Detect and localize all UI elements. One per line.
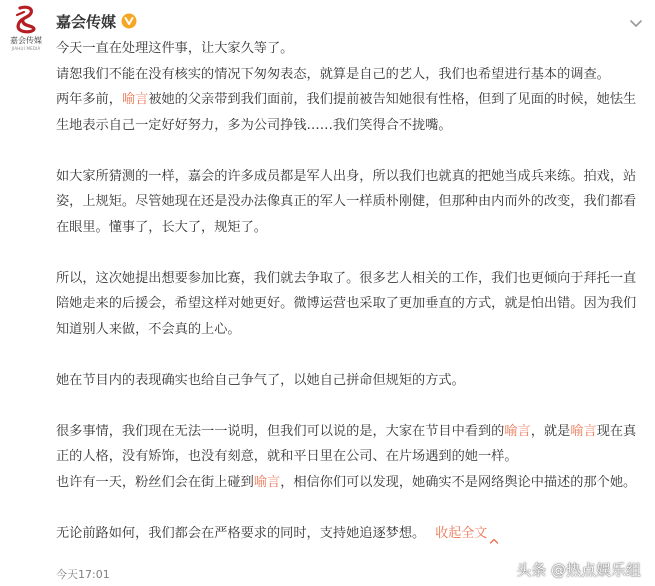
text-fragment: 两年多前， bbox=[56, 92, 122, 107]
post-timestamp[interactable]: 今天17:01 bbox=[56, 568, 110, 581]
watermark bbox=[516, 556, 641, 582]
text-fragment: ，就是 bbox=[530, 423, 571, 439]
text-fragment: ，相信你们可以发现，她确实不是网络舆论中描述的那个她。 bbox=[280, 474, 637, 490]
name-mention-link[interactable]: 喻言 bbox=[504, 423, 531, 439]
verified-badge-icon bbox=[121, 13, 137, 29]
collapse-link[interactable] bbox=[435, 526, 499, 541]
avatar-label: 嘉会传媒 bbox=[10, 36, 42, 45]
text-fragment: 被她的父亲带到我们面前，我们提前被告知她很有性格，但到了见面的时候，她怯生生地表示自己一定好好努力，多为公司挣钱……我们笑得合不拢嘴。 bbox=[56, 92, 637, 133]
name-mention-link[interactable]: 喻言 bbox=[253, 474, 281, 490]
post-paragraph-4: 所以，这次她提出想要参加比赛，我们就去争取了。很多艺人相关的工作，我们也更倾向于拜托一直陪她走来的后援会，希望这样对她更好。微博运营也采取了更加垂直的方式，就是怕出错。因为我们知道别人来做，不会真的上心。 bbox=[56, 270, 637, 337]
post-paragraph-5: 她在节目内的表现确实也给自己争气了，以她自己拼命但规矩的方式。 bbox=[56, 372, 465, 388]
logo-mark-icon bbox=[11, 4, 41, 34]
post-paragraph-2 bbox=[56, 87, 646, 138]
name-mention-link[interactable]: 喻言 bbox=[570, 423, 597, 439]
text-fragment: 无论前路如何，我们都会在严格要求的同时，支持她追逐梦想。 bbox=[56, 525, 426, 541]
post-paragraph-3: 如大家所猜测的一样，嘉会的许多成员都是军人出身，所以我们也就真的把她当成兵来练。拍戏，站姿，上规矩。尽管她现在还是没办法像真正的军人一样质朴刚健，但那种由内而外的改变，我们都看在眼里。懂事了，长大了，规矩了。 bbox=[56, 168, 637, 235]
text-fragment: 现在真正的人格，没有矫饰，也没有刻意，就和平日里在公司、在片场遇到的她一样。 bbox=[56, 423, 637, 464]
chevron-up-icon bbox=[489, 529, 499, 537]
post-line-1: 今天一直在处理这件事，让大家久等了。 bbox=[56, 41, 294, 56]
post-line-2: 请恕我们不能在没有核实的情况下匆匆表态，就算是自己的艺人，我们也希望进行基本的调查。 bbox=[56, 66, 610, 82]
post-paragraph-6 bbox=[56, 419, 646, 470]
text-fragment: 很多事情，我们现在无法一一说明，但我们可以说的是，大家在节目中看到的 bbox=[56, 423, 505, 439]
post-body bbox=[56, 36, 646, 546]
account-name[interactable]: 嘉会传媒 bbox=[56, 12, 117, 31]
watermark-text: 头条 @热点娱乐组 bbox=[516, 560, 641, 579]
post-paragraph-7 bbox=[56, 470, 646, 496]
account-header bbox=[56, 9, 137, 33]
post-paragraph-8 bbox=[56, 521, 646, 547]
collapse-label: 收起全文 bbox=[435, 525, 488, 541]
name-mention-link[interactable]: 喻言 bbox=[121, 92, 149, 107]
avatar-subtext: JIAHUI MEDIA bbox=[11, 46, 41, 51]
text-fragment: 也许有一天，粉丝们会在街上碰到 bbox=[56, 474, 254, 490]
avatar[interactable] bbox=[8, 4, 44, 54]
chevron-down-icon[interactable] bbox=[629, 14, 643, 24]
